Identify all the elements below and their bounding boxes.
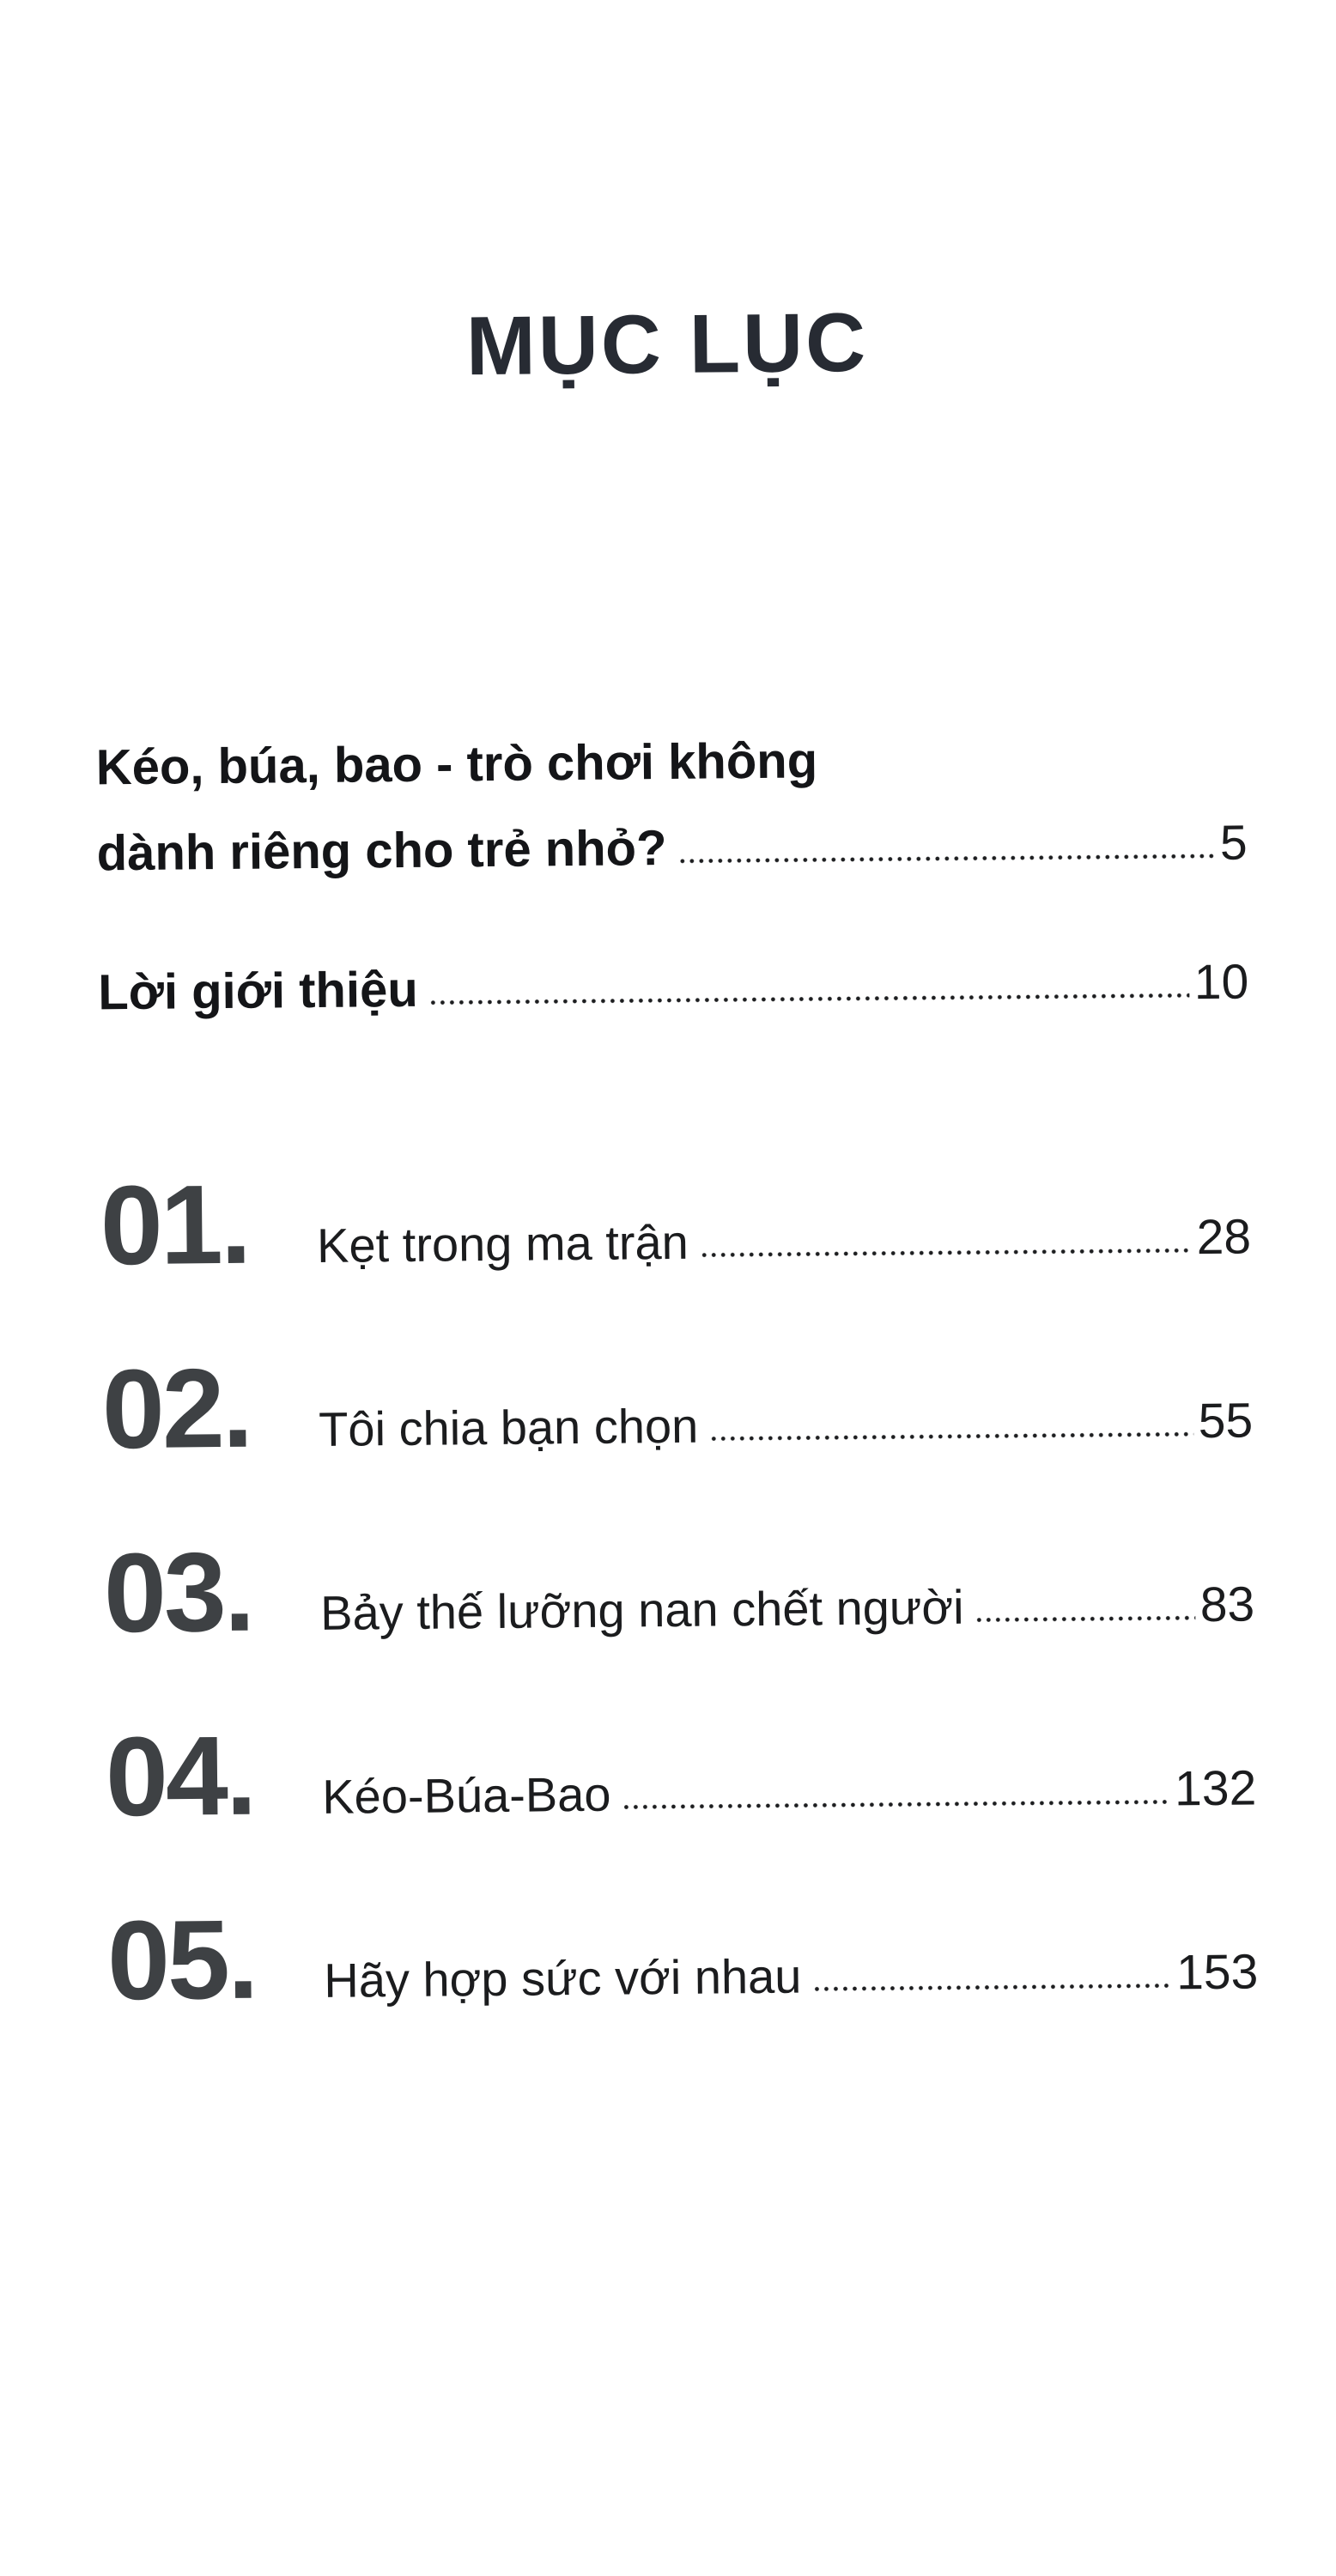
page-number: 153 [1175, 1944, 1259, 2001]
page-number: 5 [1219, 815, 1248, 871]
page-title: MỤC LỤC [465, 295, 869, 393]
chapter-entry [101, 1330, 1254, 1499]
chapter-entry [100, 1146, 1252, 1315]
dot-leader [813, 1983, 1171, 1992]
front-matter-section [95, 714, 1248, 1036]
chapter-number: 04. [105, 1711, 255, 1839]
chapter-number: 05. [106, 1895, 257, 2023]
chapter-number: 02. [101, 1344, 252, 1472]
chapter-entry [106, 1881, 1259, 2050]
chapter-entry [105, 1698, 1257, 1867]
chapter-number: 03. [103, 1528, 253, 1656]
chapter-title: Kẹt trong ma trận [316, 1214, 689, 1273]
page-number: 132 [1174, 1760, 1257, 1817]
page-number: 83 [1199, 1577, 1255, 1632]
chapter-title: Hãy hợp sức với nhau [324, 1948, 802, 2008]
dot-leader [623, 1799, 1170, 1810]
chapter-entry [103, 1514, 1255, 1683]
dot-leader [430, 993, 1189, 1005]
chapters-section [100, 1146, 1259, 2050]
page-number: 55 [1198, 1393, 1254, 1449]
chapter-number: 01. [100, 1160, 250, 1288]
toc-entry [98, 939, 1249, 1036]
chapter-title: Bảy thế lưỡng nan chết người [319, 1579, 964, 1640]
dot-leader [679, 854, 1216, 865]
toc-entry-label-line2: dành riêng cho trẻ nhỏ? [96, 819, 667, 882]
toc-entry [95, 714, 1248, 896]
page-number: 10 [1193, 954, 1249, 1010]
toc-entry-label: Lời giới thiệu [97, 961, 419, 1021]
page-number: 28 [1196, 1209, 1252, 1265]
dot-leader [701, 1248, 1192, 1258]
chapter-title: Kéo-Búa-Bao [321, 1766, 611, 1824]
chapter-title: Tôi chia bạn chọn [318, 1398, 699, 1456]
dot-leader [976, 1615, 1195, 1623]
toc-entry-label-line1: Kéo, búa, bao - trò chơi không [95, 732, 818, 796]
dot-leader [710, 1431, 1193, 1442]
